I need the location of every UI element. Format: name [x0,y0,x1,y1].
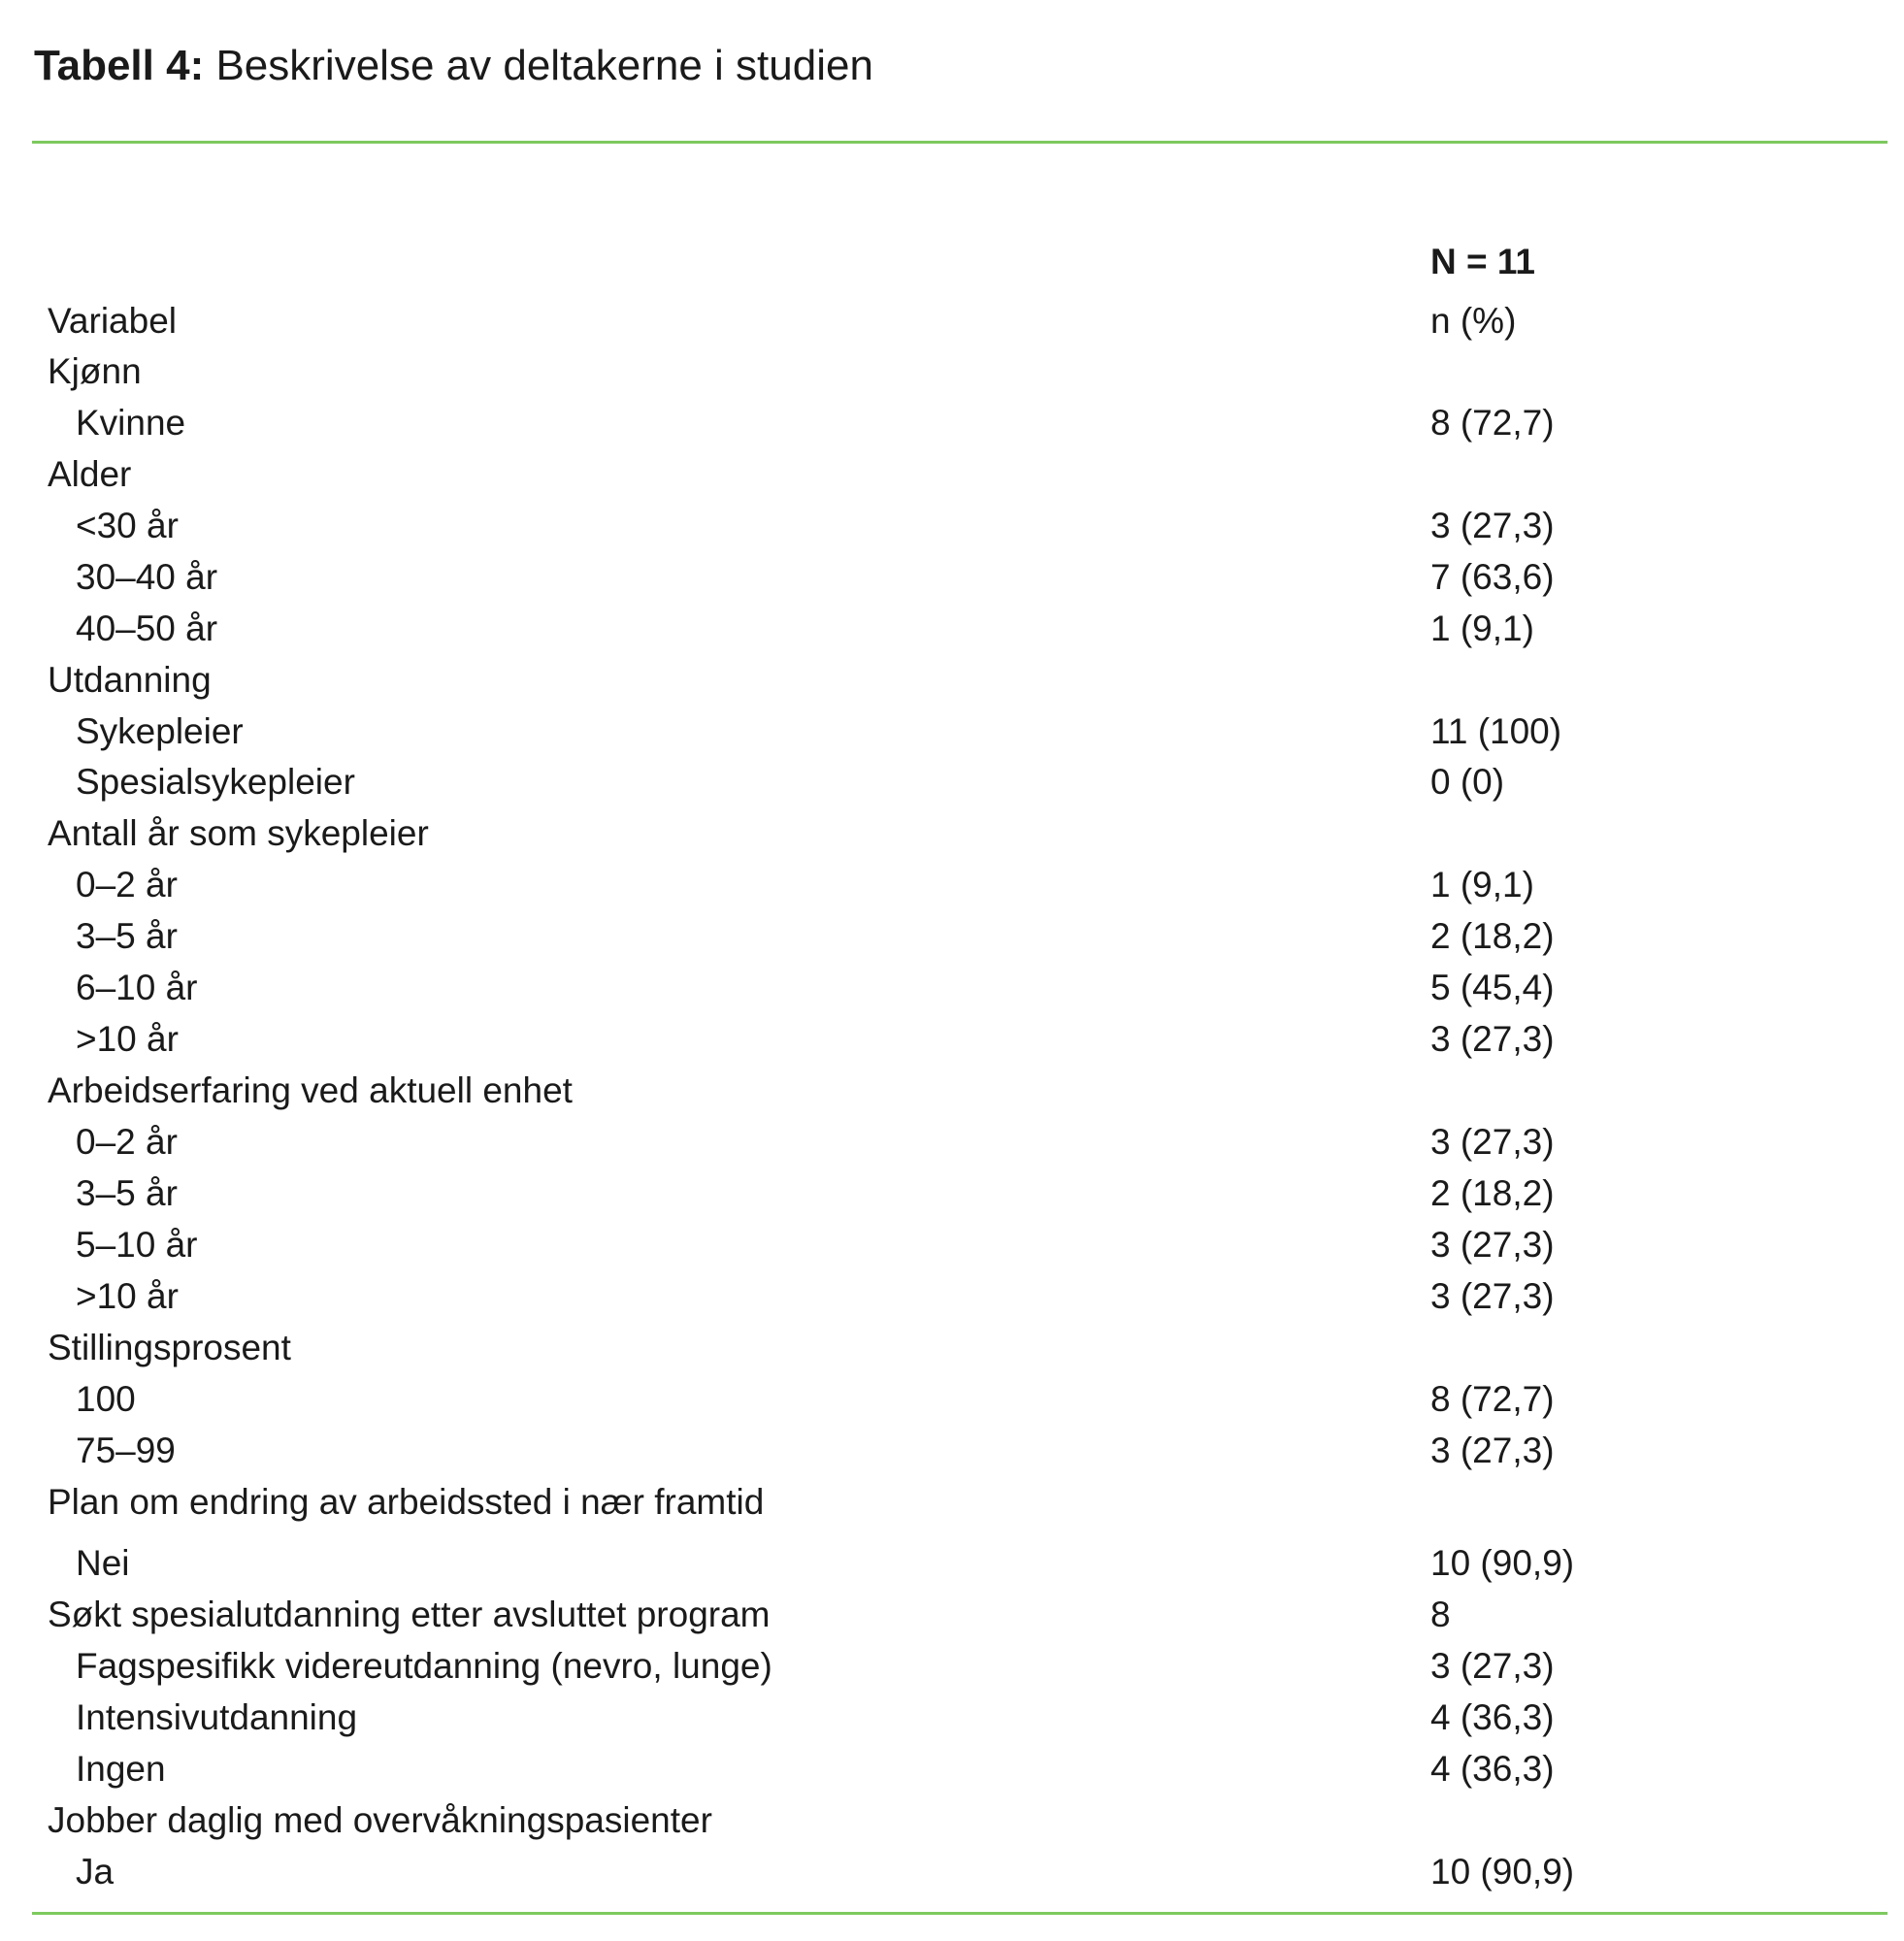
table-row [0,1117,1904,1168]
table-number: Tabell 4: [34,42,205,89]
row-value: 2 (18,2) [1430,916,1555,956]
table-row [0,757,1904,807]
row-value: 11 (100) [1430,711,1562,751]
row-value: 10 (90,9) [1430,1543,1575,1583]
table-row [0,1323,1904,1373]
row-value: 3 (27,3) [1430,1019,1555,1059]
row-label: Stillingsprosent [48,1328,291,1367]
row-sublabel: 30–40 år [76,557,218,597]
table-row [0,1374,1904,1425]
table-caption: Beskrivelse av deltakerne i studien [204,42,873,89]
table-row [0,1590,1904,1640]
row-label: Jobber daglig med overvåkningspasienter [48,1800,712,1840]
row-sublabel: 40–50 år [76,609,218,648]
table-row [0,346,1904,397]
row-value: 3 (27,3) [1430,1225,1555,1265]
table-row [0,963,1904,1013]
table-row [0,911,1904,962]
table-row [0,552,1904,603]
row-sublabel: <30 år [76,506,179,545]
row-value: 3 (27,3) [1430,1276,1555,1316]
table-row [0,1693,1904,1743]
row-label: Antall år som sykepleier [48,813,429,853]
table-row [0,707,1904,757]
table-row [0,1641,1904,1692]
n-header: N = 11 [1430,242,1536,281]
table-row [0,1847,1904,1897]
table-row [0,1538,1904,1589]
row-value: 8 (72,7) [1430,1379,1555,1419]
row-sublabel: 3–5 år [76,1173,178,1213]
table-row [0,1014,1904,1065]
table-row [0,860,1904,910]
row-value: 3 (27,3) [1430,1431,1555,1470]
row-sublabel: 75–99 [76,1431,176,1470]
row-sublabel: Spesialsykepleier [76,762,355,802]
table-row [0,449,1904,500]
table-row [0,1426,1904,1476]
row-sublabel: Kvinne [76,403,186,443]
table-row [0,296,1904,346]
row-sublabel: 5–10 år [76,1225,198,1265]
row-value: 5 (45,4) [1430,968,1555,1007]
row-value: 3 (27,3) [1430,506,1555,545]
row-sublabel: Sykepleier [76,711,244,751]
table-row [0,604,1904,654]
row-sublabel: 100 [76,1379,136,1419]
row-label: Alder [48,454,132,494]
row-label: Arbeidserfaring ved aktuell enhet [48,1070,573,1110]
table-row [0,501,1904,551]
table-row [0,1220,1904,1270]
row-sublabel: >10 år [76,1019,179,1059]
row-value: 1 (9,1) [1430,609,1534,648]
row-value: 1 (9,1) [1430,865,1534,905]
row-sublabel: Fagspesifikk videreutdanning (nevro, lunge) [76,1646,772,1686]
row-sublabel: 0–2 år [76,1122,178,1162]
row-value: 7 (63,6) [1430,557,1555,597]
row-sublabel: Intensivutdanning [76,1697,358,1737]
row-label: Søkt spesialutdanning etter avsluttet program [48,1595,771,1634]
table-row [0,1271,1904,1322]
row-sublabel: Ingen [76,1749,166,1789]
table-row [0,808,1904,859]
row-sublabel: >10 år [76,1276,179,1316]
row-label: Variabel [48,301,178,341]
row-value: 0 (0) [1430,762,1505,802]
row-value: 3 (27,3) [1430,1122,1555,1162]
bottom-rule [32,1912,1888,1915]
row-value: 3 (27,3) [1430,1646,1555,1686]
row-sublabel: 3–5 år [76,916,178,956]
row-sublabel: Nei [76,1543,130,1583]
table-row [0,655,1904,706]
row-value: n (%) [1430,301,1517,341]
row-value: 4 (36,3) [1430,1697,1555,1737]
row-label: Utdanning [48,660,212,700]
table-row [0,1744,1904,1794]
table-row [0,1066,1904,1116]
n-header-row [0,237,1904,287]
table-row [0,1168,1904,1219]
table-row [0,398,1904,448]
row-value: 8 [1430,1595,1451,1634]
table-row [0,1795,1904,1846]
row-value: 4 (36,3) [1430,1749,1555,1789]
row-sublabel: 6–10 år [76,968,198,1007]
row-sublabel: Ja [76,1852,115,1892]
table-row [0,1477,1904,1528]
row-label: Kjønn [48,351,142,391]
row-sublabel: 0–2 år [76,865,178,905]
row-value: 10 (90,9) [1430,1852,1575,1892]
row-value: 2 (18,2) [1430,1173,1555,1213]
row-value: 8 (72,7) [1430,403,1555,443]
row-label: Plan om endring av arbeidssted i nær framtid [48,1482,765,1522]
